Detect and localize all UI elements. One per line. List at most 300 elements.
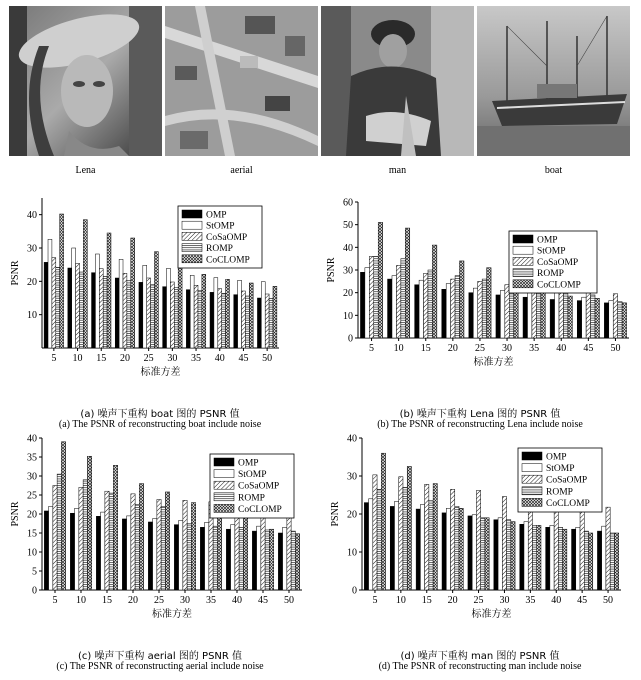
x-tick-label: 50 [610, 343, 621, 354]
bar-romp [151, 285, 155, 348]
bar-stomp [369, 499, 373, 590]
x-axis-label: 标准方差 [473, 357, 514, 368]
legend-swatch-omp [513, 235, 533, 243]
x-tick-label: 25 [154, 595, 164, 606]
bar-cosaomp [131, 494, 135, 590]
bar-coclomp [433, 484, 437, 590]
bar-stomp [127, 516, 131, 590]
x-tick-label: 30 [180, 595, 190, 606]
legend-label-cosaomp: CoSaOMP [537, 257, 579, 268]
bar-coclomp [165, 492, 169, 590]
bar-coclomp [154, 252, 158, 348]
bar-omp [68, 268, 72, 348]
bar-coclomp [178, 264, 182, 348]
legend-label-coclomp: CoCLOMP [206, 255, 250, 266]
bar-stomp [72, 248, 76, 348]
bar-omp [92, 273, 96, 348]
bar-stomp [498, 518, 502, 590]
legend-label-coclomp: CoCLOMP [537, 280, 581, 291]
y-tick-label: 35 [27, 452, 37, 464]
bar-cosaomp [265, 294, 269, 348]
bar-coclomp [131, 238, 135, 348]
bar-stomp [214, 278, 218, 348]
legend-label-romp: ROMP [546, 487, 573, 498]
bar-coclomp [191, 503, 195, 590]
bar-coclomp [432, 245, 436, 338]
legend-swatch-coclomp [522, 498, 542, 506]
legend-swatch-cosaomp [522, 475, 542, 483]
bar-stomp [190, 275, 194, 348]
bar-romp [187, 524, 191, 591]
bar-coclomp [60, 214, 64, 348]
bar-cosaomp [559, 290, 563, 338]
x-tick-label: 35 [191, 353, 202, 364]
x-tick-label: 15 [421, 595, 432, 606]
legend-swatch-romp [522, 487, 542, 495]
legend-swatch-romp [513, 269, 533, 277]
x-tick-label: 35 [525, 595, 536, 606]
bar-omp [415, 285, 419, 338]
bar-romp [618, 302, 622, 338]
caption-en-boat: (a) The PSNR of reconstructing boat include noise [58, 419, 262, 430]
bar-romp [455, 506, 459, 590]
legend-swatch-coclomp [182, 255, 202, 263]
x-tick-label: 45 [577, 595, 588, 606]
bar-omp [550, 299, 554, 338]
bar-romp [103, 276, 107, 348]
bar-cosaomp [79, 487, 83, 590]
bar-stomp [283, 527, 287, 590]
y-tick-label: 20 [27, 276, 37, 288]
y-tick-label: 30 [27, 471, 37, 483]
y-tick-label: 10 [343, 310, 353, 322]
bar-stomp [143, 265, 147, 348]
legend-label-romp: ROMP [206, 244, 233, 255]
bar-coclomp [459, 508, 463, 590]
bar-cosaomp [123, 273, 127, 348]
y-tick-label: 30 [27, 243, 37, 255]
x-tick-label: 20 [447, 595, 458, 606]
legend-swatch-stomp [182, 221, 202, 229]
photo-label-boat: boat [544, 165, 563, 176]
bar-stomp [555, 293, 559, 338]
bar-cosaomp [170, 282, 174, 348]
bar-coclomp [460, 261, 464, 338]
x-tick-label: 25 [473, 595, 484, 606]
bar-coclomp [568, 296, 572, 338]
bar-cosaomp [369, 256, 373, 338]
bar-romp [161, 506, 165, 590]
bar-omp [44, 511, 48, 590]
legend-label-stomp: StOMP [537, 246, 566, 257]
legend-label-stomp: StOMP [546, 464, 575, 475]
bar-cosaomp [399, 477, 403, 590]
bar-romp [591, 295, 595, 338]
x-tick-label: 20 [119, 353, 130, 364]
bar-stomp [550, 525, 554, 590]
bar-stomp [524, 522, 528, 590]
bar-cosaomp [476, 490, 480, 590]
bar-romp [174, 288, 178, 348]
chart-svg [320, 430, 641, 645]
x-tick-label: 40 [551, 595, 562, 606]
bar-omp [163, 287, 167, 348]
bar-stomp [392, 276, 396, 338]
y-tick-label: 30 [347, 471, 357, 483]
bar-omp [416, 509, 420, 590]
legend-label-omp: OMP [546, 452, 567, 463]
bar-coclomp [226, 279, 230, 348]
x-tick-label: 25 [143, 353, 154, 364]
bar-coclomp [273, 286, 277, 348]
bar-coclomp [249, 283, 253, 348]
bar-romp [563, 292, 567, 338]
chart-svg [320, 190, 641, 405]
bar-romp [403, 487, 407, 590]
y-axis-label: PSNR [330, 501, 341, 527]
bar-stomp [49, 506, 53, 590]
chart-boat-psnr [0, 190, 320, 405]
chart-lena-psnr [320, 190, 641, 405]
y-tick-label: 20 [27, 509, 37, 521]
bar-omp [494, 520, 498, 590]
legend-label-cosaomp: CoSaOMP [546, 475, 588, 486]
x-tick-label: 50 [262, 353, 273, 364]
bar-romp [482, 279, 486, 338]
caption-en-man: (d) The PSNR of reconstructing man include noise [378, 661, 582, 672]
bar-coclomp [407, 467, 411, 591]
bar-omp [388, 279, 392, 338]
bar-romp [401, 259, 405, 338]
bar-coclomp [381, 453, 385, 590]
bar-cosaomp [105, 491, 109, 590]
bar-stomp [394, 501, 398, 590]
x-tick-label: 45 [583, 343, 594, 354]
bar-stomp [419, 280, 423, 338]
x-tick-label: 40 [556, 343, 567, 354]
x-tick-label: 30 [502, 343, 513, 354]
bar-cosaomp [287, 510, 291, 590]
x-tick-label: 35 [529, 343, 540, 354]
bar-omp [442, 513, 446, 590]
y-tick-label: 0 [32, 585, 37, 597]
bar-omp [200, 527, 204, 590]
bar-romp [507, 520, 511, 590]
bar-omp [572, 529, 576, 590]
legend-swatch-cosaomp [182, 232, 202, 240]
bar-omp [115, 278, 119, 348]
bar-omp [210, 292, 214, 348]
bar-cosaomp [451, 279, 455, 338]
bar-cosaomp [532, 288, 536, 338]
y-axis-label: PSNR [326, 257, 337, 283]
bar-stomp [582, 297, 586, 338]
x-tick-label: 20 [128, 595, 138, 606]
lena-portrait-image [9, 6, 162, 156]
bar-romp [79, 272, 83, 348]
bar-stomp [231, 525, 235, 590]
caption-cn-man: (d) 噪声下重构 man 图的 PSNR 值 [400, 651, 560, 662]
bar-stomp [179, 520, 183, 590]
bar-coclomp [113, 465, 117, 590]
bar-omp [520, 524, 524, 590]
bar-romp [135, 505, 139, 591]
bar-omp [546, 527, 550, 590]
bar-romp [481, 518, 485, 590]
x-tick-label: 10 [76, 595, 86, 606]
bar-romp [265, 530, 269, 590]
bar-coclomp [595, 298, 599, 338]
bar-omp [604, 303, 608, 338]
chart-svg [0, 430, 320, 645]
bar-stomp [472, 515, 476, 590]
x-tick-label: 15 [420, 343, 431, 354]
bar-omp [468, 516, 472, 590]
y-tick-label: 10 [347, 547, 357, 559]
caption-en-lena: (b) The PSNR of reconstructing Lena include noise [377, 419, 583, 430]
legend-label-romp: ROMP [238, 493, 265, 504]
legend-swatch-cosaomp [214, 481, 234, 489]
legend-label-stomp: StOMP [206, 221, 235, 232]
bar-omp [577, 301, 581, 338]
legend-label-coclomp: CoCLOMP [238, 504, 282, 515]
y-tick-label: 40 [27, 210, 37, 222]
y-tick-label: 15 [27, 528, 37, 540]
bar-cosaomp [147, 278, 151, 348]
bar-omp [96, 516, 100, 590]
bar-coclomp [61, 442, 65, 590]
bar-romp [536, 289, 540, 338]
bar-stomp [257, 526, 261, 590]
legend-label-omp: OMP [238, 458, 259, 469]
bar-romp [109, 493, 113, 590]
caption-cn-aerial: (c) 噪声下重构 aerial 图的 PSNR 值 [77, 651, 243, 662]
bar-cosaomp [194, 285, 198, 348]
legend-label-cosaomp: CoSaOMP [206, 232, 248, 243]
bar-romp [377, 489, 381, 590]
legend-label-coclomp: CoCLOMP [546, 498, 590, 509]
bar-cosaomp [528, 501, 532, 590]
x-axis-label: 标准方差 [152, 609, 192, 620]
bar-romp [428, 270, 432, 338]
legend-swatch-romp [214, 493, 234, 501]
x-tick-label: 50 [603, 595, 614, 606]
bar-cosaomp [425, 484, 429, 590]
bar-romp [610, 533, 614, 590]
bar-romp [57, 474, 61, 590]
bar-omp [390, 506, 394, 590]
bar-romp [429, 501, 433, 590]
lena-photo [9, 6, 162, 156]
bar-romp [455, 276, 459, 338]
legend-swatch-stomp [214, 470, 234, 478]
legend-label-romp: ROMP [537, 269, 564, 280]
bar-coclomp [378, 222, 382, 338]
bar-romp [222, 293, 226, 348]
x-tick-label: 20 [447, 343, 458, 354]
fishing-boats-image [477, 6, 630, 156]
bar-stomp [119, 259, 123, 348]
bar-romp [245, 296, 249, 348]
bar-stomp [95, 254, 99, 348]
bar-omp [597, 531, 601, 590]
photo-label-aerial: aerial [230, 165, 253, 176]
x-tick-label: 10 [393, 343, 404, 354]
y-tick-label: 40 [27, 433, 37, 445]
man-photo [321, 6, 474, 156]
bar-cosaomp [424, 273, 428, 338]
bar-coclomp [541, 293, 545, 338]
bar-cosaomp [261, 511, 265, 590]
bar-romp [198, 291, 202, 348]
bar-coclomp [202, 274, 206, 348]
bar-cosaomp [183, 500, 187, 590]
bar-stomp [48, 239, 52, 348]
bar-omp [252, 531, 256, 590]
bar-cosaomp [242, 291, 246, 348]
bar-stomp [609, 301, 613, 338]
bar-romp [532, 525, 536, 590]
bar-cosaomp [157, 500, 161, 590]
bar-stomp [205, 522, 209, 590]
bar-cosaomp [580, 506, 584, 590]
chart-aerial-psnr [0, 430, 320, 645]
bar-stomp [420, 505, 424, 591]
bar-coclomp [622, 303, 626, 338]
bar-omp [70, 513, 74, 590]
bar-omp [364, 503, 368, 590]
photo-label-man: man [388, 165, 407, 176]
bar-stomp [473, 288, 477, 338]
y-tick-label: 60 [343, 197, 353, 209]
bar-coclomp [295, 534, 299, 590]
legend-swatch-cosaomp [513, 257, 533, 265]
bar-coclomp [511, 522, 515, 590]
bar-stomp [153, 519, 157, 590]
bar-cosaomp [586, 290, 590, 338]
bar-coclomp [563, 529, 567, 590]
bar-romp [213, 526, 217, 590]
caption-cn-lena: (b) 噪声下重构 Lena 图的 PSNR 值 [399, 409, 561, 420]
legend-swatch-stomp [513, 246, 533, 254]
bar-coclomp [139, 484, 143, 590]
bar-cosaomp [99, 269, 103, 348]
bar-cosaomp [451, 489, 455, 590]
bar-coclomp [487, 268, 491, 338]
x-tick-label: 45 [238, 353, 249, 364]
bar-omp [469, 293, 473, 338]
bar-omp [234, 295, 238, 348]
legend-label-cosaomp: CoSaOMP [238, 481, 280, 492]
bar-coclomp [485, 518, 489, 590]
bar-romp [239, 527, 243, 590]
bar-stomp [167, 268, 171, 348]
bar-cosaomp [76, 263, 80, 348]
y-tick-label: 5 [32, 566, 37, 578]
bar-romp [584, 531, 588, 590]
x-tick-label: 5 [51, 353, 57, 364]
y-tick-label: 25 [27, 490, 37, 502]
bar-stomp [602, 526, 606, 590]
y-axis-label: PSNR [10, 260, 21, 286]
bar-coclomp [269, 529, 273, 590]
bar-coclomp [243, 513, 247, 590]
x-tick-label: 10 [72, 353, 83, 364]
bar-stomp [500, 290, 504, 338]
bar-stomp [101, 512, 105, 590]
bar-romp [127, 281, 131, 348]
bar-cosaomp [502, 497, 506, 590]
bar-omp [226, 529, 230, 590]
bar-romp [509, 287, 513, 338]
legend-label-stomp: StOMP [238, 470, 267, 481]
y-tick-label: 0 [352, 585, 357, 597]
bar-romp [83, 480, 87, 590]
x-tick-label: 10 [395, 595, 406, 606]
x-tick-label: 45 [258, 595, 268, 606]
legend-swatch-coclomp [513, 280, 533, 288]
x-axis-label: 标准方差 [140, 367, 181, 378]
bar-cosaomp [218, 289, 222, 348]
bar-cosaomp [53, 486, 57, 591]
x-tick-label: 50 [284, 595, 294, 606]
bar-romp [56, 267, 60, 348]
bar-omp [174, 525, 178, 590]
bar-coclomp [405, 228, 409, 338]
bar-stomp [576, 527, 580, 590]
bar-omp [122, 519, 126, 590]
legend-label-omp: OMP [206, 210, 227, 221]
bar-romp [291, 531, 295, 590]
x-axis-label: 标准方差 [471, 609, 512, 620]
bar-stomp [238, 280, 242, 348]
bar-stomp [261, 282, 265, 348]
x-tick-label: 30 [499, 595, 510, 606]
legend-swatch-stomp [522, 464, 542, 472]
bar-omp [44, 262, 48, 348]
bar-coclomp [217, 509, 221, 590]
bar-omp [148, 522, 152, 590]
y-tick-label: 0 [348, 333, 353, 345]
bar-cosaomp [478, 281, 482, 338]
bar-stomp [527, 292, 531, 338]
bar-omp [523, 297, 527, 338]
y-tick-label: 40 [347, 433, 357, 445]
legend-swatch-romp [182, 244, 202, 252]
y-axis-label: PSNR [10, 501, 21, 527]
boat-photo [477, 6, 630, 156]
aerial-city-image [165, 6, 318, 156]
caption-en-aerial: (c) The PSNR of reconstructing aerial include noise [56, 661, 264, 672]
bar-cosaomp [52, 258, 56, 348]
bar-omp [360, 272, 364, 338]
caption-cn-boat: (a) 噪声下重构 boat 图的 PSNR 值 [80, 409, 240, 420]
seated-man-image [321, 6, 474, 156]
x-tick-label: 15 [102, 595, 112, 606]
bar-omp [186, 290, 190, 348]
bar-coclomp [87, 456, 91, 590]
x-tick-label: 40 [214, 353, 225, 364]
x-tick-label: 25 [474, 343, 485, 354]
y-tick-label: 20 [347, 509, 357, 521]
x-tick-label: 5 [52, 595, 58, 606]
bar-omp [496, 295, 500, 338]
bar-cosaomp [396, 265, 400, 338]
bar-romp [374, 256, 378, 338]
bar-romp [269, 298, 273, 348]
x-tick-label: 35 [206, 595, 216, 606]
y-tick-label: 50 [343, 220, 353, 232]
